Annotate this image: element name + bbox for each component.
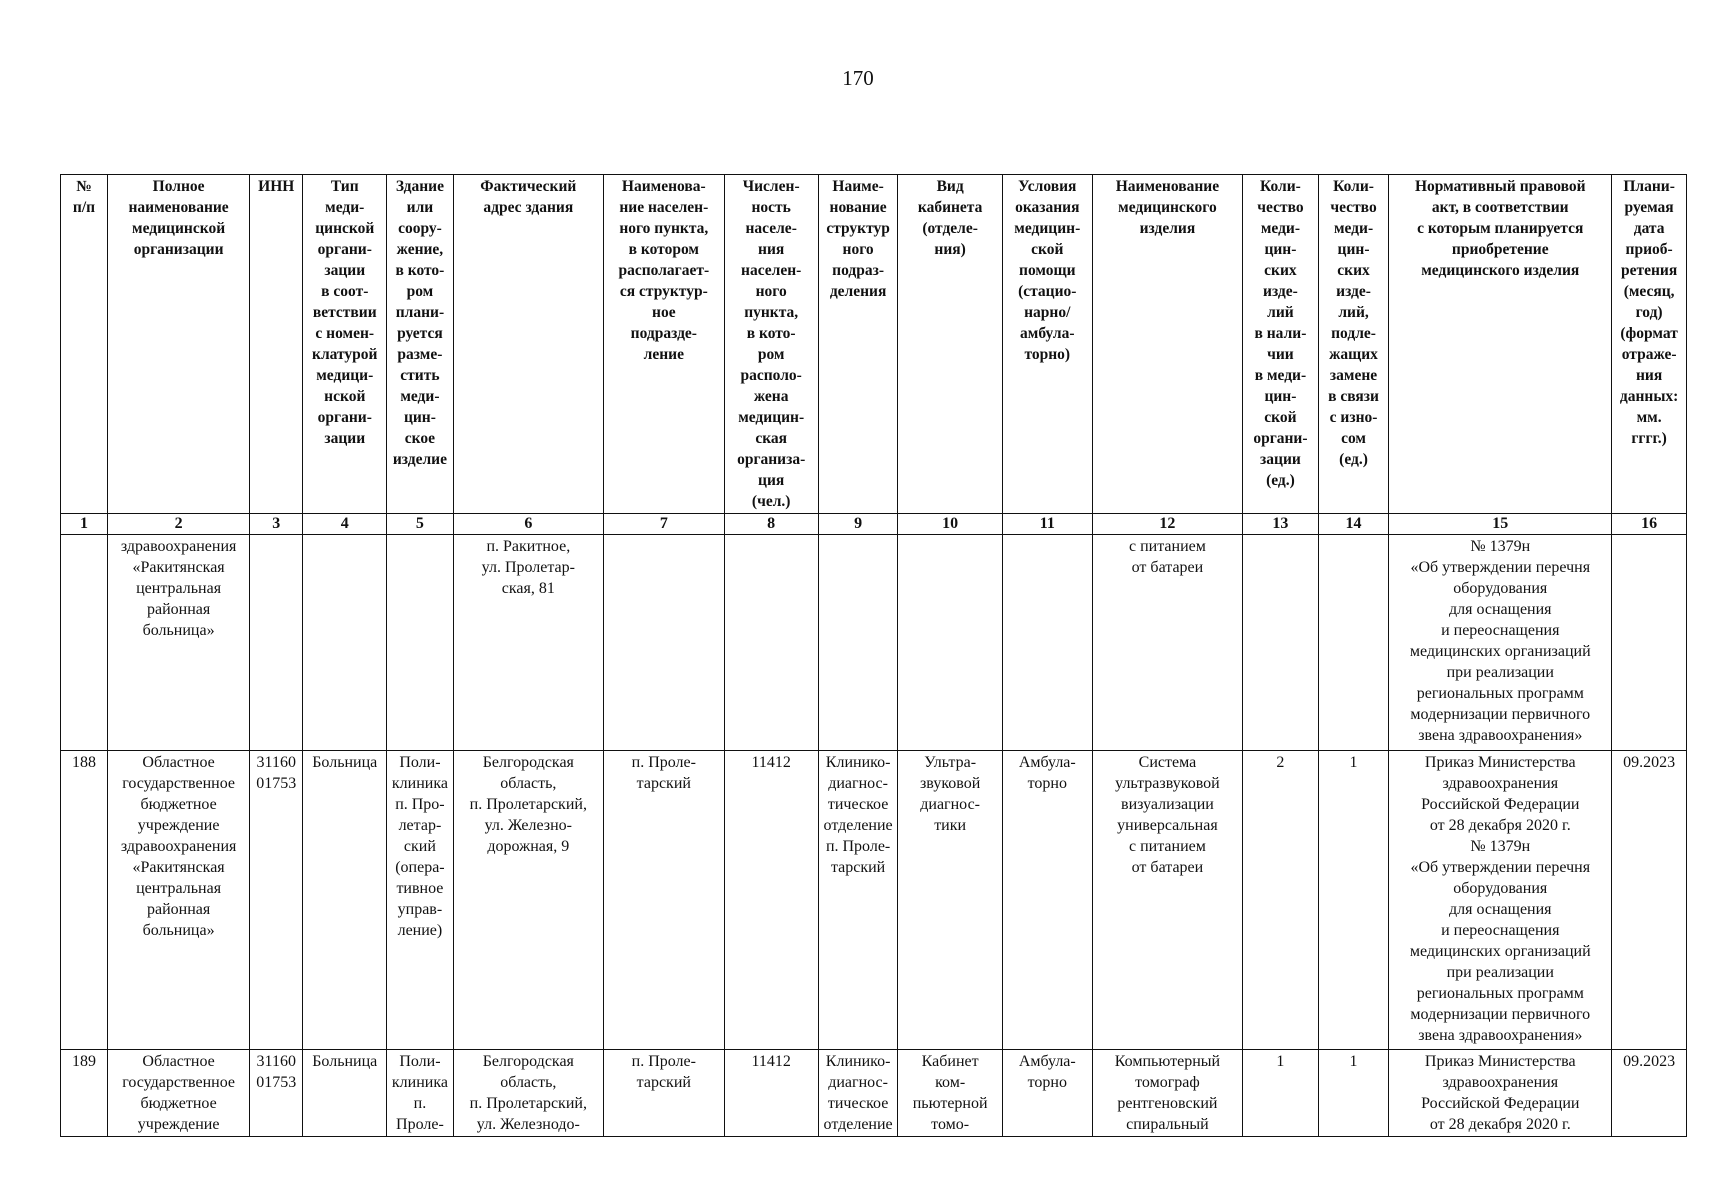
header-cell: Коли- чество меди- цин- ских изде- лий в нали- чии в меди- цин- ской органи- зации (ед.) bbox=[1243, 175, 1319, 514]
table-cell: Кабинет ком- пьютерной томо- bbox=[898, 1050, 1002, 1137]
table-cell bbox=[1318, 535, 1389, 751]
table-cell: 189 bbox=[61, 1050, 108, 1137]
table-cell: Амбула- торно bbox=[1002, 751, 1092, 1050]
header-cell: Фактический адрес здания bbox=[453, 175, 603, 514]
table-cell: Приказ Министерства здравоохранения Российской Федерации от 28 декабря 2020 г. № 1379н «Об утверждении перечня оборудования для оснащения и переоснащения медицинских организаций при реализации региональных программ модернизации первичного звена здравоохранения» bbox=[1389, 751, 1612, 1050]
header-cell: Здание или соору- жение, в кото- ром плани- руется разме- стить меди- цин- ское изделие bbox=[387, 175, 453, 514]
table-cell: Ультра- звуковой диагнос- тики bbox=[898, 751, 1002, 1050]
table-cell: 31160 01753 bbox=[250, 751, 303, 1050]
table-cell: Клинико- диагнос- тическое отделение bbox=[818, 1050, 898, 1137]
column-number: 12 bbox=[1092, 514, 1242, 535]
column-number: 3 bbox=[250, 514, 303, 535]
table-cell bbox=[898, 535, 1002, 751]
table-cell bbox=[1243, 535, 1319, 751]
header-cell: Числен- ность населе- ния населен- ного пункта, в кото- ром располо- жена медицин- ская организа- ция (чел.) bbox=[724, 175, 818, 514]
table-cell: 09.2023 bbox=[1612, 1050, 1687, 1137]
table-cell: Поли- клиника п. Проле- bbox=[387, 1050, 453, 1137]
table-cell: Система ультразвуковой визуализации универсальная с питанием от батареи bbox=[1092, 751, 1242, 1050]
table-cell: здравоохранения «Ракитянская центральная районная больница» bbox=[108, 535, 250, 751]
table-cell: Областное государственное бюджетное учреждение здравоохранения «Ракитянская центральная районная больница» bbox=[108, 751, 250, 1050]
header-cell: ИНН bbox=[250, 175, 303, 514]
table-cell: 11412 bbox=[724, 751, 818, 1050]
table-cell: Больница bbox=[303, 751, 387, 1050]
table-cell: п. Проле- тарский bbox=[603, 751, 724, 1050]
table-cell bbox=[250, 535, 303, 751]
table-cell: 11412 bbox=[724, 1050, 818, 1137]
column-number-row bbox=[61, 514, 1687, 535]
table-cell bbox=[1612, 535, 1687, 751]
table-cell: Белгородская область, п. Пролетарский, ул. Железно- дорожная, 9 bbox=[453, 751, 603, 1050]
table-row bbox=[61, 1050, 1687, 1137]
column-number: 4 bbox=[303, 514, 387, 535]
table-cell bbox=[61, 535, 108, 751]
table-cell bbox=[603, 535, 724, 751]
column-number: 7 bbox=[603, 514, 724, 535]
column-number: 15 bbox=[1389, 514, 1612, 535]
table-cell: Амбула- торно bbox=[1002, 1050, 1092, 1137]
column-number: 13 bbox=[1243, 514, 1319, 535]
table-cell: с питанием от батареи bbox=[1092, 535, 1242, 751]
column-number: 2 bbox=[108, 514, 250, 535]
table-cell: Клинико- диагнос- тическое отделение п. Проле- тарский bbox=[818, 751, 898, 1050]
table-cell: Компьютерный томограф рентгеновский спиральный bbox=[1092, 1050, 1242, 1137]
table-row bbox=[61, 535, 1687, 751]
table-cell: Поли- клиника п. Про- летар- ский (опера- тивное управ- ление) bbox=[387, 751, 453, 1050]
table-cell: п. Ракитное, ул. Пролетар- ская, 81 bbox=[453, 535, 603, 751]
table-cell: 31160 01753 bbox=[250, 1050, 303, 1137]
header-cell: Тип меди- цинской органи- зации в соот- ветствии с номен- клатурой медици- нской органи- зации bbox=[303, 175, 387, 514]
document-table bbox=[60, 174, 1687, 1137]
column-number: 8 bbox=[724, 514, 818, 535]
header-cell: № п/п bbox=[61, 175, 108, 514]
header-cell: Наименова- ние населен- ного пункта, в котором располагает- ся структур- ное подразде- ление bbox=[603, 175, 724, 514]
column-number: 10 bbox=[898, 514, 1002, 535]
column-number: 6 bbox=[453, 514, 603, 535]
table-cell: 09.2023 bbox=[1612, 751, 1687, 1050]
table-cell: 188 bbox=[61, 751, 108, 1050]
table-cell: 2 bbox=[1243, 751, 1319, 1050]
column-number: 9 bbox=[818, 514, 898, 535]
table-cell: Областное государственное бюджетное учреждение bbox=[108, 1050, 250, 1137]
column-number: 16 bbox=[1612, 514, 1687, 535]
column-number: 5 bbox=[387, 514, 453, 535]
column-number: 11 bbox=[1002, 514, 1092, 535]
header-cell: Наиме- нование структур ного подраз- деления bbox=[818, 175, 898, 514]
table-cell: Больница bbox=[303, 1050, 387, 1137]
table-cell bbox=[387, 535, 453, 751]
table-cell bbox=[724, 535, 818, 751]
header-cell: Условия оказания медицин- ской помощи (стацио- нарно/ амбула- торно) bbox=[1002, 175, 1092, 514]
table-cell: Приказ Министерства здравоохранения Российской Федерации от 28 декабря 2020 г. bbox=[1389, 1050, 1612, 1137]
table-cell: № 1379н «Об утверждении перечня оборудования для оснащения и переоснащения медицинских организаций при реализации региональных программ модернизации первичного звена здравоохранения» bbox=[1389, 535, 1612, 751]
header-row bbox=[61, 175, 1687, 514]
header-cell: Коли- чество меди- цин- ских изде- лий, подле- жащих замене в связи с изно- сом (ед.) bbox=[1318, 175, 1389, 514]
table-cell bbox=[818, 535, 898, 751]
table-cell: 1 bbox=[1318, 1050, 1389, 1137]
table-cell: 1 bbox=[1318, 751, 1389, 1050]
header-cell: Плани- руемая дата приоб- ретения (месяц, год) (формат отраже- ния данных: мм. гггг.) bbox=[1612, 175, 1687, 514]
table-cell: Белгородская область, п. Пролетарский, ул. Железнодо- bbox=[453, 1050, 603, 1137]
table-cell bbox=[303, 535, 387, 751]
header-cell: Наименование медицинского изделия bbox=[1092, 175, 1242, 514]
column-number: 1 bbox=[61, 514, 108, 535]
table-cell: 1 bbox=[1243, 1050, 1319, 1137]
column-number: 14 bbox=[1318, 514, 1389, 535]
header-cell: Полное наименование медицинской организации bbox=[108, 175, 250, 514]
header-cell: Нормативный правовой акт, в соответствии с которым планируется приобретение медицинского изделия bbox=[1389, 175, 1612, 514]
table-cell bbox=[1002, 535, 1092, 751]
table-row bbox=[61, 751, 1687, 1050]
header-cell: Вид кабинета (отделе- ния) bbox=[898, 175, 1002, 514]
page-number: 170 bbox=[842, 66, 874, 90]
table-cell: п. Проле- тарский bbox=[603, 1050, 724, 1137]
